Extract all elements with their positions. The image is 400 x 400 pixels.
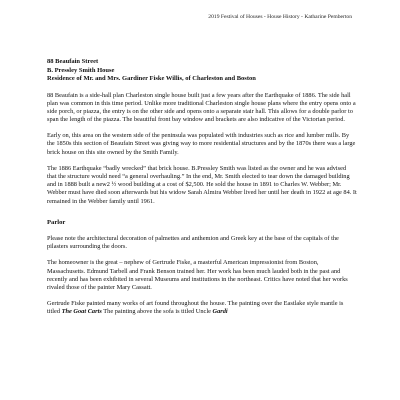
paintings-text-a: Gertrude Fiske painted many works of art found throughout the house. The painting over the Eastlake style mantle is titled [47,300,344,316]
paragraph-intro: 88 Beaufain is a side-hall plan Charleston single house built just a few years after the Earthquake of 1886. The side hall plan was common in this time period. Unlike more traditional Charleston single house plans where the entry opens onto a side porch, or piazza, the entry is on the other side and opens onto a separate stair hall. This allows for a double parlor to span the length of the piazza. The beautiful front bay window and brackets are also indicative of the Victorian period. [47,91,356,123]
paintings-text-b: The painting above the sofa is titled Uncle [101,308,213,316]
section-title-parlor: Parlor [47,218,66,226]
house-heading [47,58,357,84]
house-address: 88 Beaufain Street [47,58,99,65]
house-residence: Residence of Mr. and Mrs. Gardiner Fiske Willis, of Charleston and Boston [47,75,256,82]
document-body [47,58,357,325]
running-header: 2019 Festival of Houses - House History - Katharine Pemberton [208,14,352,20]
paragraph-earthquake: The 1886 Earthquake “badly wrecked” that brick house. B.Pressley Smith was listed as the owner and he was advised that the structure would need “a general overhauling.” In the end, Mr. Smith elected to tear down the damaged building and in 1888 built a new2 ½ wood building at a cost of $2,500. He sold the house in 1891 to Charles W. Webber; Mr. Webber must have died soon afterwards but his widow Sarah Almira Webber lived her until her death in 1922 at age 84. It remained in the Webber family until 1961. [47,164,357,205]
paragraph-parlor-paintings [47,300,357,316]
painting-title-gardi: Gardi [212,308,228,316]
paragraph-parlor-architecture: Please note the architectural decoration of palmettes and anthemion and Greek key at the base of the capitals of the pilasters surrounding the doors. [47,234,339,251]
paragraph-parlor-homeowner: The homeowner is the great – nephew of Gertrude Fiske, a masterful American impressionist from Boston, Massachusetts. Edmund Tarbell and Frank Benson trained her. Her work has been much lauded both in the past and recently and has been exhibited in several Museums and institutions in the northeast. Critics have noted that her works rivaled those of the painter Mary Cassatt. [47,259,348,291]
paragraph-early-history: Early on, this area on the western side of the peninsula was populated with industries such as rice and lumber mills. By the 1850s this section of Beaufain Street was giving way to more residential structures and by the 1870s there was a large brick house on this site owned by the Smith Family. [47,132,356,156]
house-name: B. Pressley Smith House [47,66,115,74]
painting-title-goat-carts: The Goat Carts [61,308,102,316]
